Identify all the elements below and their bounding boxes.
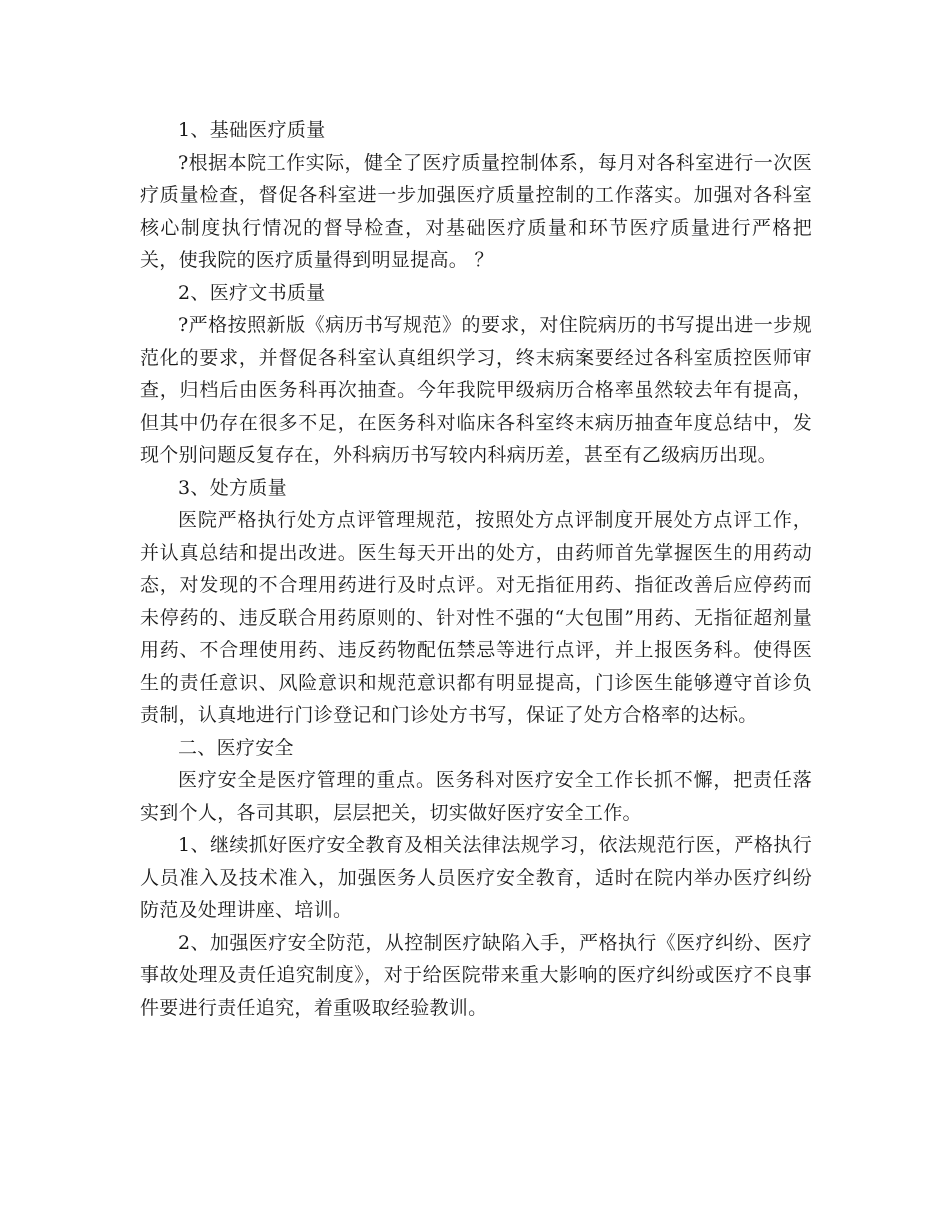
section-heading-medical-safety: 二、医疗安全 xyxy=(178,736,294,759)
paragraph-safety-item-2: 2、加强医疗安全防范，从控制医疗缺陷入手，严格执行《医疗纠纷、医疗事故处理及责任追究制度》，对于给医院带来重大影响的医疗纠纷或医疗不良事件要进行责任追究，着重吸取经验教训。 xyxy=(140,931,812,1019)
paragraph-prescription-quality: 医院严格执行处方点评管理规范，按照处方点评制度开展处方点评工作，并认真总结和提出改进。医生每天开出的处方，由药师首先掌握医生的用药动态，对发现的不合理用药进行及时点评。对无指征用药、指征改善后应停药而未停药的、违反联合用药原则的、针对性不强的“大包围”用药、无指征超剂量用药、不合理使用药、违反药物配伍禁忌等进行点评，并上报医务科。使得医生的责任意识、风险意识和规范意识都有明显提高，门诊医生能够遵守首诊负责制，认真地进行门诊登记和门诊处方书写，保证了处方合格率的达标。 xyxy=(140,509,812,726)
paragraph-basic-quality: ?根据本院工作实际，健全了医疗质量控制体系，每月对各科室进行一次医疗质量检查，督促各科室进一步加强医疗质量控制的工作落实。加强对各科室核心制度执行情况的督导检查，对基础医疗质量和环节医疗质量进行严格把关，使我院的医疗质量得到明显提高。 ？ xyxy=(140,151,812,271)
document-body xyxy=(140,114,812,1024)
paragraph-medical-safety-intro: 医疗安全是医疗管理的重点。医务科对医疗安全工作长抓不懈，把责任落实到个人，各司其职，层层把关，切实做好医疗安全工作。 xyxy=(140,769,812,824)
section-heading-documents-quality: 2、医疗文书质量 xyxy=(178,281,326,304)
paragraph-safety-item-1: 1、继续抓好医疗安全教育及相关法律法规学习，依法规范行医，严格执行人员准入及技术准入，加强医务人员医疗安全教育，适时在院内举办医疗纠纷防范及处理讲座、培训。 xyxy=(140,834,812,921)
paragraph-documents-quality: ?严格按照新版《病历书写规范》的要求，对住院病历的书写提出进一步规范化的要求，并督促各科室认真组织学习，终末病案要经过各科室质控医师审查，归档后由医务科再次抽查。今年我院甲级病历合格率虽然较去年有提高，但其中仍存在很多不足，在医务科对临床各科室终末病历抽查年度总结中，发现个别问题反复存在，外科病历书写较内科病历差，甚至有乙级病历出现。 xyxy=(140,314,812,466)
section-heading-prescription-quality: 3、处方质量 xyxy=(178,476,287,499)
section-heading-basic-quality: 1、基础医疗质量 xyxy=(178,119,326,141)
